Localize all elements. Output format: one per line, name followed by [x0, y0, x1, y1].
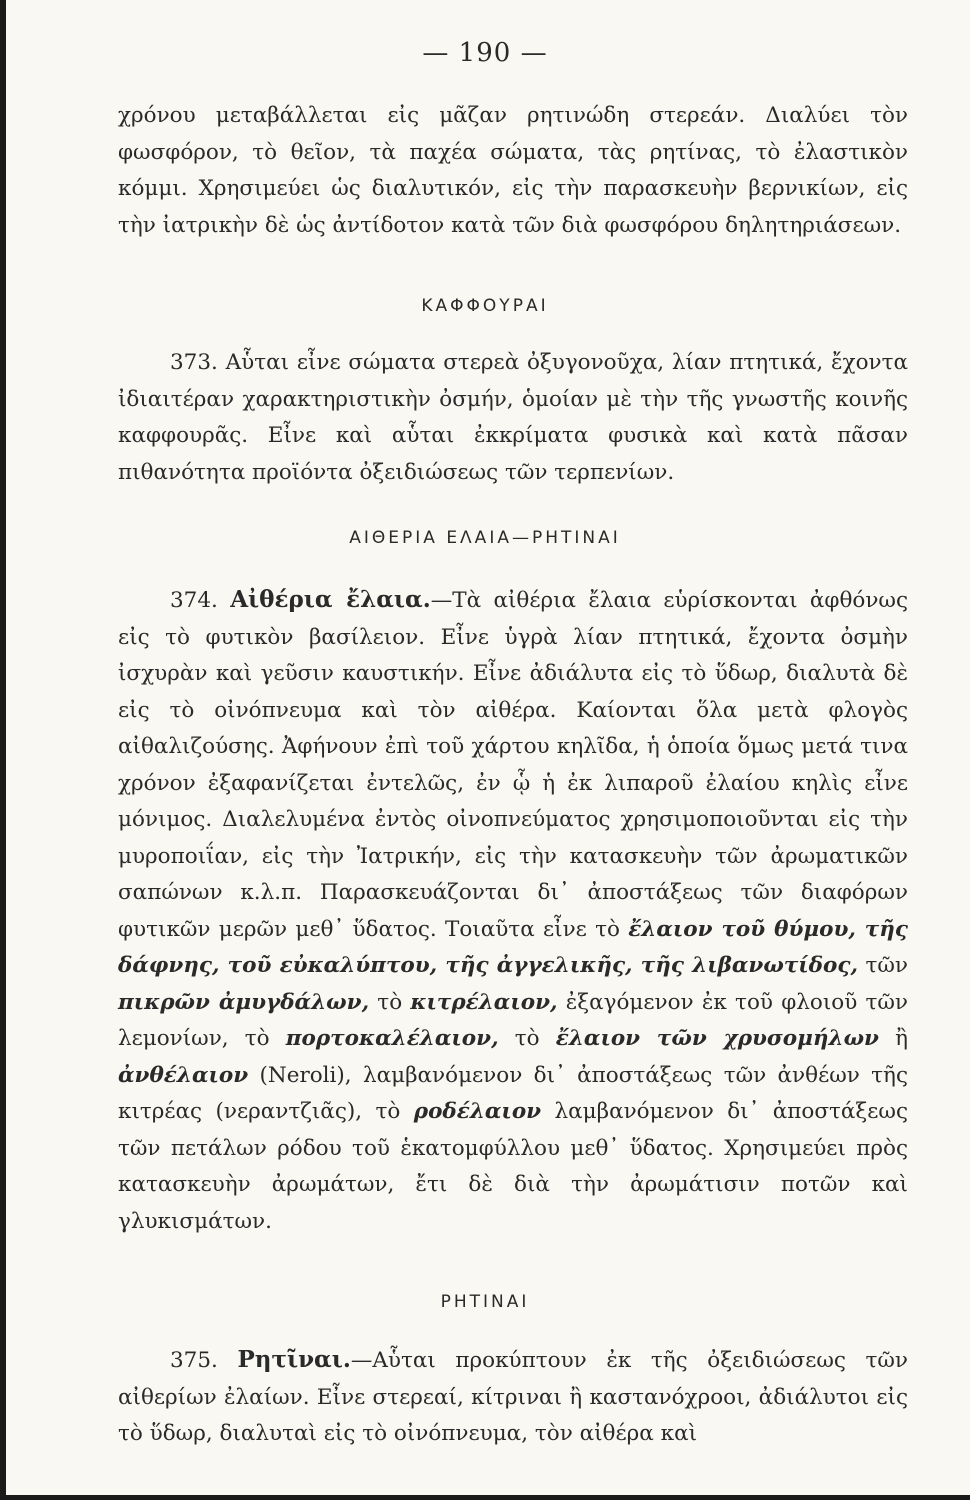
emphasis: πικρῶν ἀμυγδάλων, [118, 989, 370, 1015]
emphasis: ἔλαιον τοῦ θύμου, τῆς δάφνης, τοῦ εὐκαλύπτου, τῆς ἀγγελικῆς, τῆς λιβανωτίδος, [118, 916, 908, 978]
emphasis: ροδέλαιον [413, 1099, 542, 1124]
section-title: Ρητῖναι. [237, 1346, 351, 1373]
page-number: — 190 — [422, 38, 548, 68]
heading-camphors: ΚΑΦΦΟΥΡΑΙ [421, 296, 549, 316]
paragraph-374 [118, 582, 908, 1240]
paragraph-373-text: 373. Αὗται εἶνε σώματα στερεὰ ὀξυγονοῦχα, λίαν πτητικά, ἔχοντα ἰδιαιτέραν χαρακτηριστικὴν ὀσμήν, ὁμοίαν μὲ τὴν τῆς γνωστῆς κοινῆς καφφουρᾶς. Εἶνε καὶ αὗται ἐκκρίματα φυσικὰ καὶ κατὰ πᾶσαν πιθανότητα προϊόντα ὀξειδιώσεως τῶν τερπενίων. [118, 350, 908, 485]
intro-text: χρόνου μεταβάλλεται εἰς μᾶζαν ρητινώδη στερεάν. Διαλύει τὸν φωσφόρον, τὸ θεῖον, τὰ παχέα σώματα, τὰς ρητίνας, τὸ ἐλαστικὸν κόμμι. Χρησιμεύει ὡς διαλυτικόν, εἰς τὴν παρασκευὴν βερνικίων, εἰς τὴν ἰατρικὴν δὲ ὡς ἀντίδοτον κατὰ τῶν διὰ φωσφόρου δηλητηριάσεων. [118, 103, 908, 238]
section-number: 374. [170, 588, 218, 613]
paragraph-375-text: 375. Ρητῖναι.—Αὗται προκύπτουν ἐκ τῆς ὀξειδιώσεως τῶν αἰθερίων ἐλαίων. Εἶνε στερεαί, κίτριναι ἢ καστανόχροοι, ἀδιάλυτοι εἰς τὸ ὕδωρ, διαλυταὶ εἰς τὸ οἰνόπνευμα, τὸν αἰθέρα καὶ [118, 1346, 908, 1446]
heading-essential-oils: ΑΙΘΕΡΙΑ ΕΛΑΙΑ—ΡΗΤΙΝΑΙ [349, 528, 621, 548]
intro-paragraph [118, 98, 908, 244]
emphasis: ἔλαιον τῶν χρυσομήλων [555, 1026, 879, 1051]
section-number: 375. [170, 1348, 218, 1373]
paragraph-375 [118, 1342, 908, 1453]
heading-resins: ΡΗΤΙΝΑΙ [440, 1292, 530, 1312]
paragraph-373 [118, 345, 908, 491]
emphasis: κιτρέλαιον, [410, 989, 558, 1015]
emphasis: ἀνθέλαιον [118, 1062, 249, 1088]
emphasis: πορτοκαλέλαιον, [285, 1026, 499, 1051]
section-title: Αἰθέρια ἔλαια. [230, 586, 431, 613]
paragraph-374-text: 374. Αἰθέρια ἔλαια.—Τὰ αἰθέρια ἔλαια εὑρίσκονται ἀφθόνως εἰς τὸ φυτικὸν βασίλειον. Εἶνε ὑγρὰ λίαν πτητικά, ἔχοντα ὀσμὴν ἰσχυρὰν καὶ γεῦσιν καυστικήν. Εἶνε ἀδιάλυτα εἰς τὸ ὕδωρ, διαλυτὰ δὲ εἰς τὸ οἰνόπνευμα καὶ τὸν αἰθέρα. Καίονται ὅλα μετὰ φλογὸς αἰθαλιζούσης. Ἀφήνουν ἐπὶ τοῦ χάρτου κηλῖδα, ἡ ὁποία ὅμως μετά τινα χρόνον ἐξαφανίζεται ἐντελῶς, ἐν ᾧ ἡ ἐκ λιπαροῦ ἐλαίου κηλὶς εἶνε μόνιμος. Διαλελυμένα ἐντὸς οἰνοπνεύματος χρησιμοποιοῦνται εἰς τὴν μυροποιΐαν, εἰς τὴν Ἰατρικήν, εἰς τὴν κατασκευὴν τῶν ἀρωματικῶν σαπώνων κ.λ.π. Παρασκευάζονται δι᾽ ἀποστάξεως τῶν διαφόρων φυτικῶν μερῶν μεθ᾽ ὕδατος. Τοιαῦτα εἶνε τὸ ἔλαιον τοῦ θύμου, τῆς δάφνης, τοῦ εὐκαλύπτου, τῆς ἀγγελικῆς, τῆς λιβανωτίδος, τῶν πικρῶν ἀμυγδάλων, τὸ κιτρέλαιον, ἐξαγόμενον ἐκ τοῦ φλοιοῦ τῶν λεμονίων, τὸ πορτοκαλέλαιον, τὸ ἔλαιον τῶν χρυσομήλων ἢ ἀνθέλαιον (Neroli), λαμβανόμενον δι᾽ ἀποστάξεως τῶν ἀνθέων τῆς κιτρέας (νεραντζιᾶς), τὸ ροδέλαιον λαμβανόμενον δι᾽ ἀποστάξεως τῶν πετάλων ρόδου τοῦ ἑκατομφύλλου μεθ᾽ ὕδατος. Χρησιμεύει πρὸς κατασκευὴν ἀρωμάτων, ἔτι δὲ διὰ τὴν ἀρωμάτισιν ποτῶν καὶ γλυκισμάτων. [118, 586, 909, 1234]
